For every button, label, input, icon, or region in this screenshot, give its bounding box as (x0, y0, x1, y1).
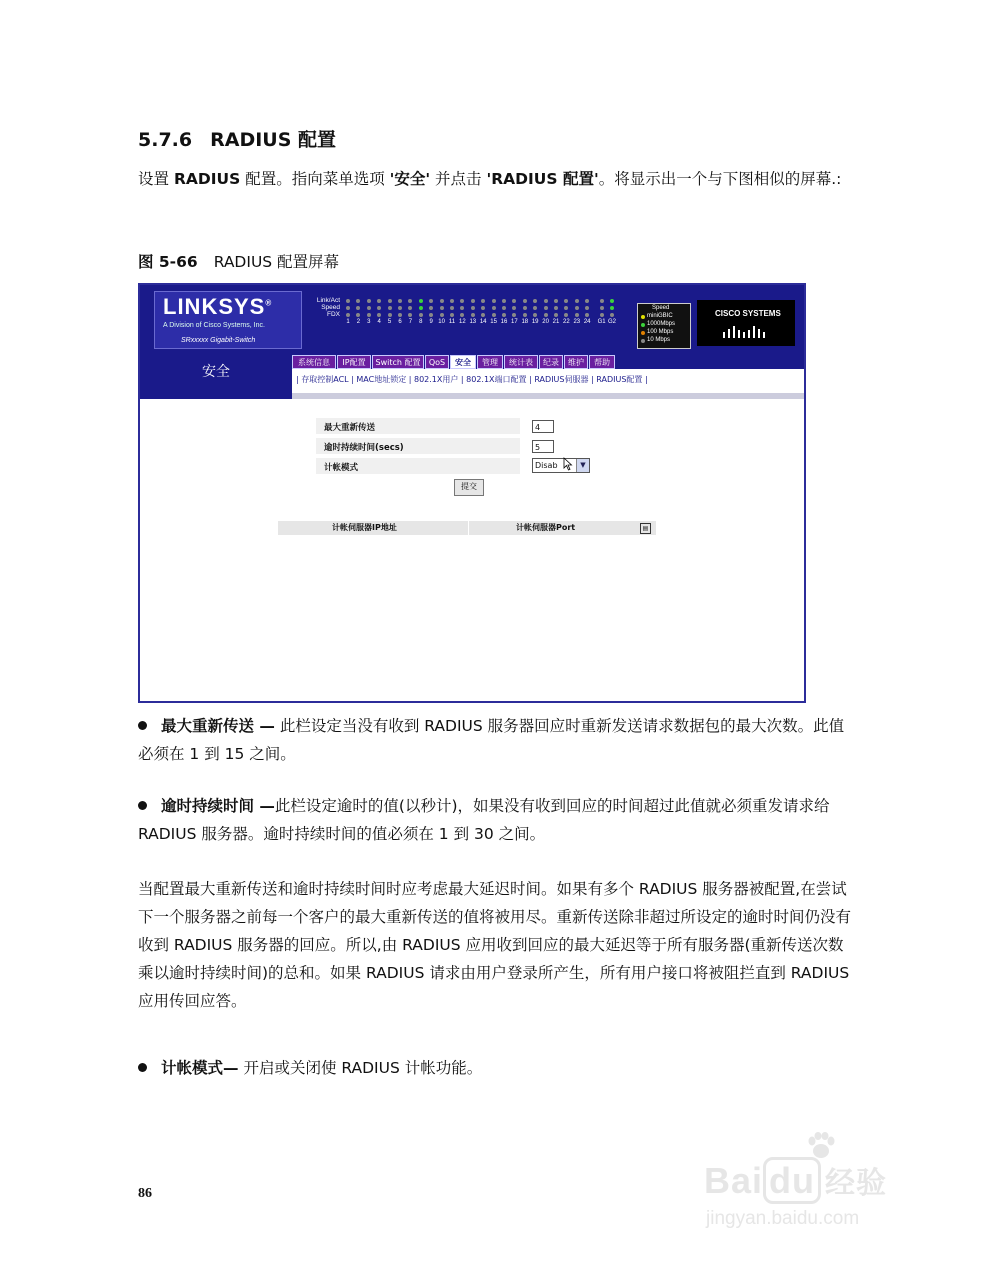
port-led (471, 299, 475, 303)
port-led-panel (300, 297, 640, 347)
port-led (388, 299, 392, 303)
port-led (610, 306, 614, 310)
port-led (610, 299, 614, 303)
port-led (502, 313, 506, 317)
section-title-security: 安全 (202, 364, 230, 380)
port-led (388, 306, 392, 310)
port-led (440, 299, 444, 303)
port-led (346, 306, 350, 310)
tab-6[interactable]: 统计表 (504, 355, 538, 369)
radius-config-screenshot (138, 283, 806, 703)
bullet-term: 逾时持续时间 — (161, 797, 275, 815)
port-led (585, 299, 589, 303)
header-divider-light (292, 393, 804, 399)
port-led (492, 306, 496, 310)
speed-legend-item: Speed (652, 305, 670, 311)
port-led (398, 313, 402, 317)
chevron-down-icon[interactable]: ▼ (576, 459, 589, 472)
accounting-mode-value: Disab (535, 461, 558, 470)
port-number: 10 (438, 319, 445, 325)
section-title: RADIUS 配置 (210, 129, 337, 151)
port-led (398, 299, 402, 303)
speed-led (641, 331, 645, 335)
port-led (419, 299, 423, 303)
intro-text-3: 并点击 (430, 170, 487, 188)
port-led (502, 306, 506, 310)
figure-label: 图 5-66 (138, 253, 198, 271)
submit-button[interactable]: 提交 (454, 479, 484, 496)
port-led (564, 313, 568, 317)
port-led (523, 306, 527, 310)
tab-0[interactable]: 系统信息 (292, 355, 336, 369)
speed-legend-item: 10 Mbps (647, 337, 671, 343)
port-led (471, 313, 475, 317)
port-number: G1 (597, 319, 606, 325)
speed-legend-item: 1000Mbps (647, 321, 676, 327)
port-led (356, 299, 360, 303)
speed-led (641, 339, 645, 343)
speed-legend-item: 100 Mbps (647, 329, 674, 335)
port-led (356, 313, 360, 317)
port-led (346, 313, 350, 317)
watermark-du: du (763, 1157, 821, 1204)
speed-legend (637, 303, 691, 349)
logo-subtitle: A Division of Cisco Systems, Inc. (163, 322, 265, 329)
security-subnav[interactable]: | 存取控制ACL | MAC地址锁定 | 802.1X用户 | 802.1X端口配置 | RADIUS伺服器 | RADIUS配置 | (296, 375, 648, 384)
port-number: 8 (419, 319, 423, 325)
speed-led (641, 315, 645, 319)
port-led (460, 306, 464, 310)
port-led (544, 299, 548, 303)
port-number: 12 (459, 319, 466, 325)
port-led (450, 313, 454, 317)
bullet-timeout (138, 792, 853, 848)
tab-4[interactable]: 安全 (450, 355, 476, 369)
port-led (356, 306, 360, 310)
port-led (575, 313, 579, 317)
port-led (419, 306, 423, 310)
tab-7[interactable]: 纪录 (539, 355, 563, 369)
led-row-label: FDX (327, 311, 340, 318)
speed-legend-item: miniGBIC (647, 313, 673, 319)
port-led (450, 306, 454, 310)
tab-9[interactable]: 帮助 (589, 355, 615, 369)
port-led (492, 299, 496, 303)
bullet-dot-icon (138, 721, 147, 730)
port-led (544, 313, 548, 317)
port-led (471, 306, 475, 310)
port-led (419, 313, 423, 317)
watermark-bai: Bai (704, 1160, 764, 1201)
watermark-brand (704, 1158, 887, 1202)
intro-menu: '安全' (389, 170, 431, 188)
max-retransmit-input[interactable]: 4 (532, 420, 554, 433)
bullet-dot-icon (138, 1063, 147, 1072)
led-row-label: Link/Act (316, 297, 340, 304)
port-led (512, 313, 516, 317)
port-led (564, 299, 568, 303)
port-led (460, 299, 464, 303)
watermark-url: jingyan.baidu.com (706, 1208, 860, 1229)
cisco-bridge-icon (721, 322, 773, 340)
port-led (575, 306, 579, 310)
port-led (554, 313, 558, 317)
figure-text: RADIUS 配置屏幕 (213, 253, 340, 271)
cisco-logo (697, 300, 795, 346)
body-paragraph: 当配置最大重新传送和逾时持续时间时应考虑最大延迟时间。如果有多个 RADIUS 服务器被配置,在尝试下一个服务器之前每一个客户的最大重新传送的值将被用尽。重新传送除非超过所设定的逾时时间仍没有收到 RADIUS 服务器的回应。所以,由 RADIUS 应用收到回应的最大延迟等于所有服务器(重新传送次数乘以逾时持续时间)的总和。如果 RADIUS 请求由用户登录所产生，所有用户接口将被阻拦直到 RADIUS 应用传回应答。 (138, 880, 852, 1010)
accounting-server-table-header (278, 521, 656, 535)
port-number: 11 (448, 319, 456, 325)
port-led (523, 299, 527, 303)
port-led (408, 313, 412, 317)
port-number: 14 (479, 319, 487, 325)
port-led (429, 306, 433, 310)
port-number: G2 (607, 319, 616, 325)
port-led (575, 299, 579, 303)
port-number: 18 (521, 319, 529, 325)
col-server-ip: 计帐伺服器IP地址 (332, 523, 397, 532)
port-led (600, 313, 604, 317)
port-led (554, 306, 558, 310)
port-number: 4 (377, 319, 381, 325)
port-led (533, 299, 537, 303)
port-number: 23 (573, 319, 581, 325)
port-led (544, 306, 548, 310)
tab-3[interactable]: QoS (425, 355, 449, 369)
port-led (377, 313, 381, 317)
port-led (388, 313, 392, 317)
bullet-text: 此栏设定当没有收到 RADIUS 服务器回应时重新发送请求数据包的最大次数。此值必须在 1 到 15 之间。 (138, 717, 845, 763)
logo-word: LINKSYS (163, 294, 266, 319)
accounting-mode-label: 计帐模式 (324, 463, 359, 473)
bullet-max-retransmit (138, 712, 853, 768)
port-led (585, 313, 589, 317)
port-led (481, 299, 485, 303)
port-led (367, 313, 371, 317)
bullet-text: 此栏设定逾时的值(以秒计)，如果没有收到回应的时间超过此值就必须重发请求给 RADIUS 服务器。逾时持续时间的值必须在 1 到 30 之间。 (138, 797, 830, 843)
port-number: 6 (398, 319, 402, 325)
speed-led (641, 323, 645, 327)
port-led (512, 299, 516, 303)
port-led (585, 306, 589, 310)
port-led (408, 299, 412, 303)
section-band (140, 353, 292, 393)
cisco-wordmark: CISCO SYSTEMS (715, 309, 781, 318)
port-led (600, 299, 604, 303)
port-led (377, 306, 381, 310)
main-tab-bar (292, 353, 804, 369)
port-led (523, 313, 527, 317)
port-led (440, 313, 444, 317)
bullet-text: 开启或关闭使 RADIUS 计帐功能。 (238, 1059, 483, 1077)
port-number: 2 (356, 319, 361, 325)
port-number: 5 (387, 319, 392, 325)
port-number: 3 (367, 319, 371, 325)
add-entry-icon[interactable]: ▤ (640, 523, 651, 534)
bullet-accounting-mode (138, 1054, 853, 1082)
port-led (492, 313, 496, 317)
baidu-paw-icon (806, 1132, 836, 1160)
port-led (367, 299, 371, 303)
intro-item: 'RADIUS 配置' (486, 170, 599, 188)
timeout-label: 逾时持续时间(secs) (324, 443, 404, 453)
port-led (429, 299, 433, 303)
port-led (398, 306, 402, 310)
port-led (481, 313, 485, 317)
col-server-port: 计帐伺服器Port (516, 523, 576, 532)
max-retransmit-label: 最大重新传送 (324, 423, 376, 433)
bullet-term: 计帐模式— (161, 1059, 239, 1077)
port-number: 19 (531, 319, 539, 325)
port-led (429, 313, 433, 317)
linksys-logo (163, 294, 272, 320)
section-number: 5.7.6 (138, 129, 193, 151)
port-led (346, 299, 350, 303)
port-led (533, 313, 537, 317)
port-number: 22 (563, 319, 570, 325)
intro-text-4: 。将显示出一个与下图相似的屏幕.: (598, 170, 842, 188)
tab-1[interactable]: IP配置 (337, 355, 371, 369)
timeout-input[interactable]: 5 (532, 440, 554, 453)
col-divider (468, 521, 469, 535)
port-number: 1 (346, 319, 350, 325)
header-banner (140, 285, 804, 353)
model-name: SRxxxxx Gigabit-Switch (181, 337, 256, 344)
led-row-label: Speed (321, 304, 340, 311)
port-number: 13 (469, 319, 477, 325)
tab-8[interactable]: 维护 (564, 355, 588, 369)
intro-text-1: 设置 (138, 170, 174, 188)
intro-paragraph (138, 165, 853, 193)
port-led (533, 306, 537, 310)
port-led (408, 306, 412, 310)
port-number: 9 (429, 319, 433, 325)
accounting-mode-select[interactable] (532, 458, 590, 473)
page-number: 86 (138, 1186, 152, 1201)
intro-radius: RADIUS (173, 170, 241, 188)
port-number: 24 (583, 319, 591, 325)
port-number: 16 (500, 319, 508, 325)
port-led (610, 313, 614, 317)
port-led (460, 313, 464, 317)
port-number: 17 (511, 319, 518, 325)
bullet-dot-icon (138, 801, 147, 810)
port-led (600, 306, 604, 310)
port-led (440, 306, 444, 310)
mouse-cursor-icon (563, 457, 573, 471)
port-led (502, 299, 506, 303)
logo-panel (154, 291, 302, 349)
watermark-jingyan: 经验 (825, 1167, 888, 1200)
port-led (512, 306, 516, 310)
bullet-term: 最大重新传送 — (161, 717, 275, 735)
logo-registered-mark: ® (265, 298, 273, 308)
port-led (481, 306, 485, 310)
port-led (564, 306, 568, 310)
tab-2[interactable]: Switch 配置 (372, 355, 424, 369)
section-heading (138, 125, 336, 152)
figure-caption (138, 250, 339, 272)
port-led (367, 306, 371, 310)
tab-5[interactable]: 管理 (477, 355, 503, 369)
port-number: 21 (552, 319, 560, 325)
intro-text-2: 配置。指向菜单选项 (240, 170, 390, 188)
port-number: 20 (542, 319, 549, 325)
port-number: 15 (490, 319, 497, 325)
port-led (450, 299, 454, 303)
port-led (554, 299, 558, 303)
port-number: 7 (408, 319, 413, 325)
port-led (377, 299, 381, 303)
